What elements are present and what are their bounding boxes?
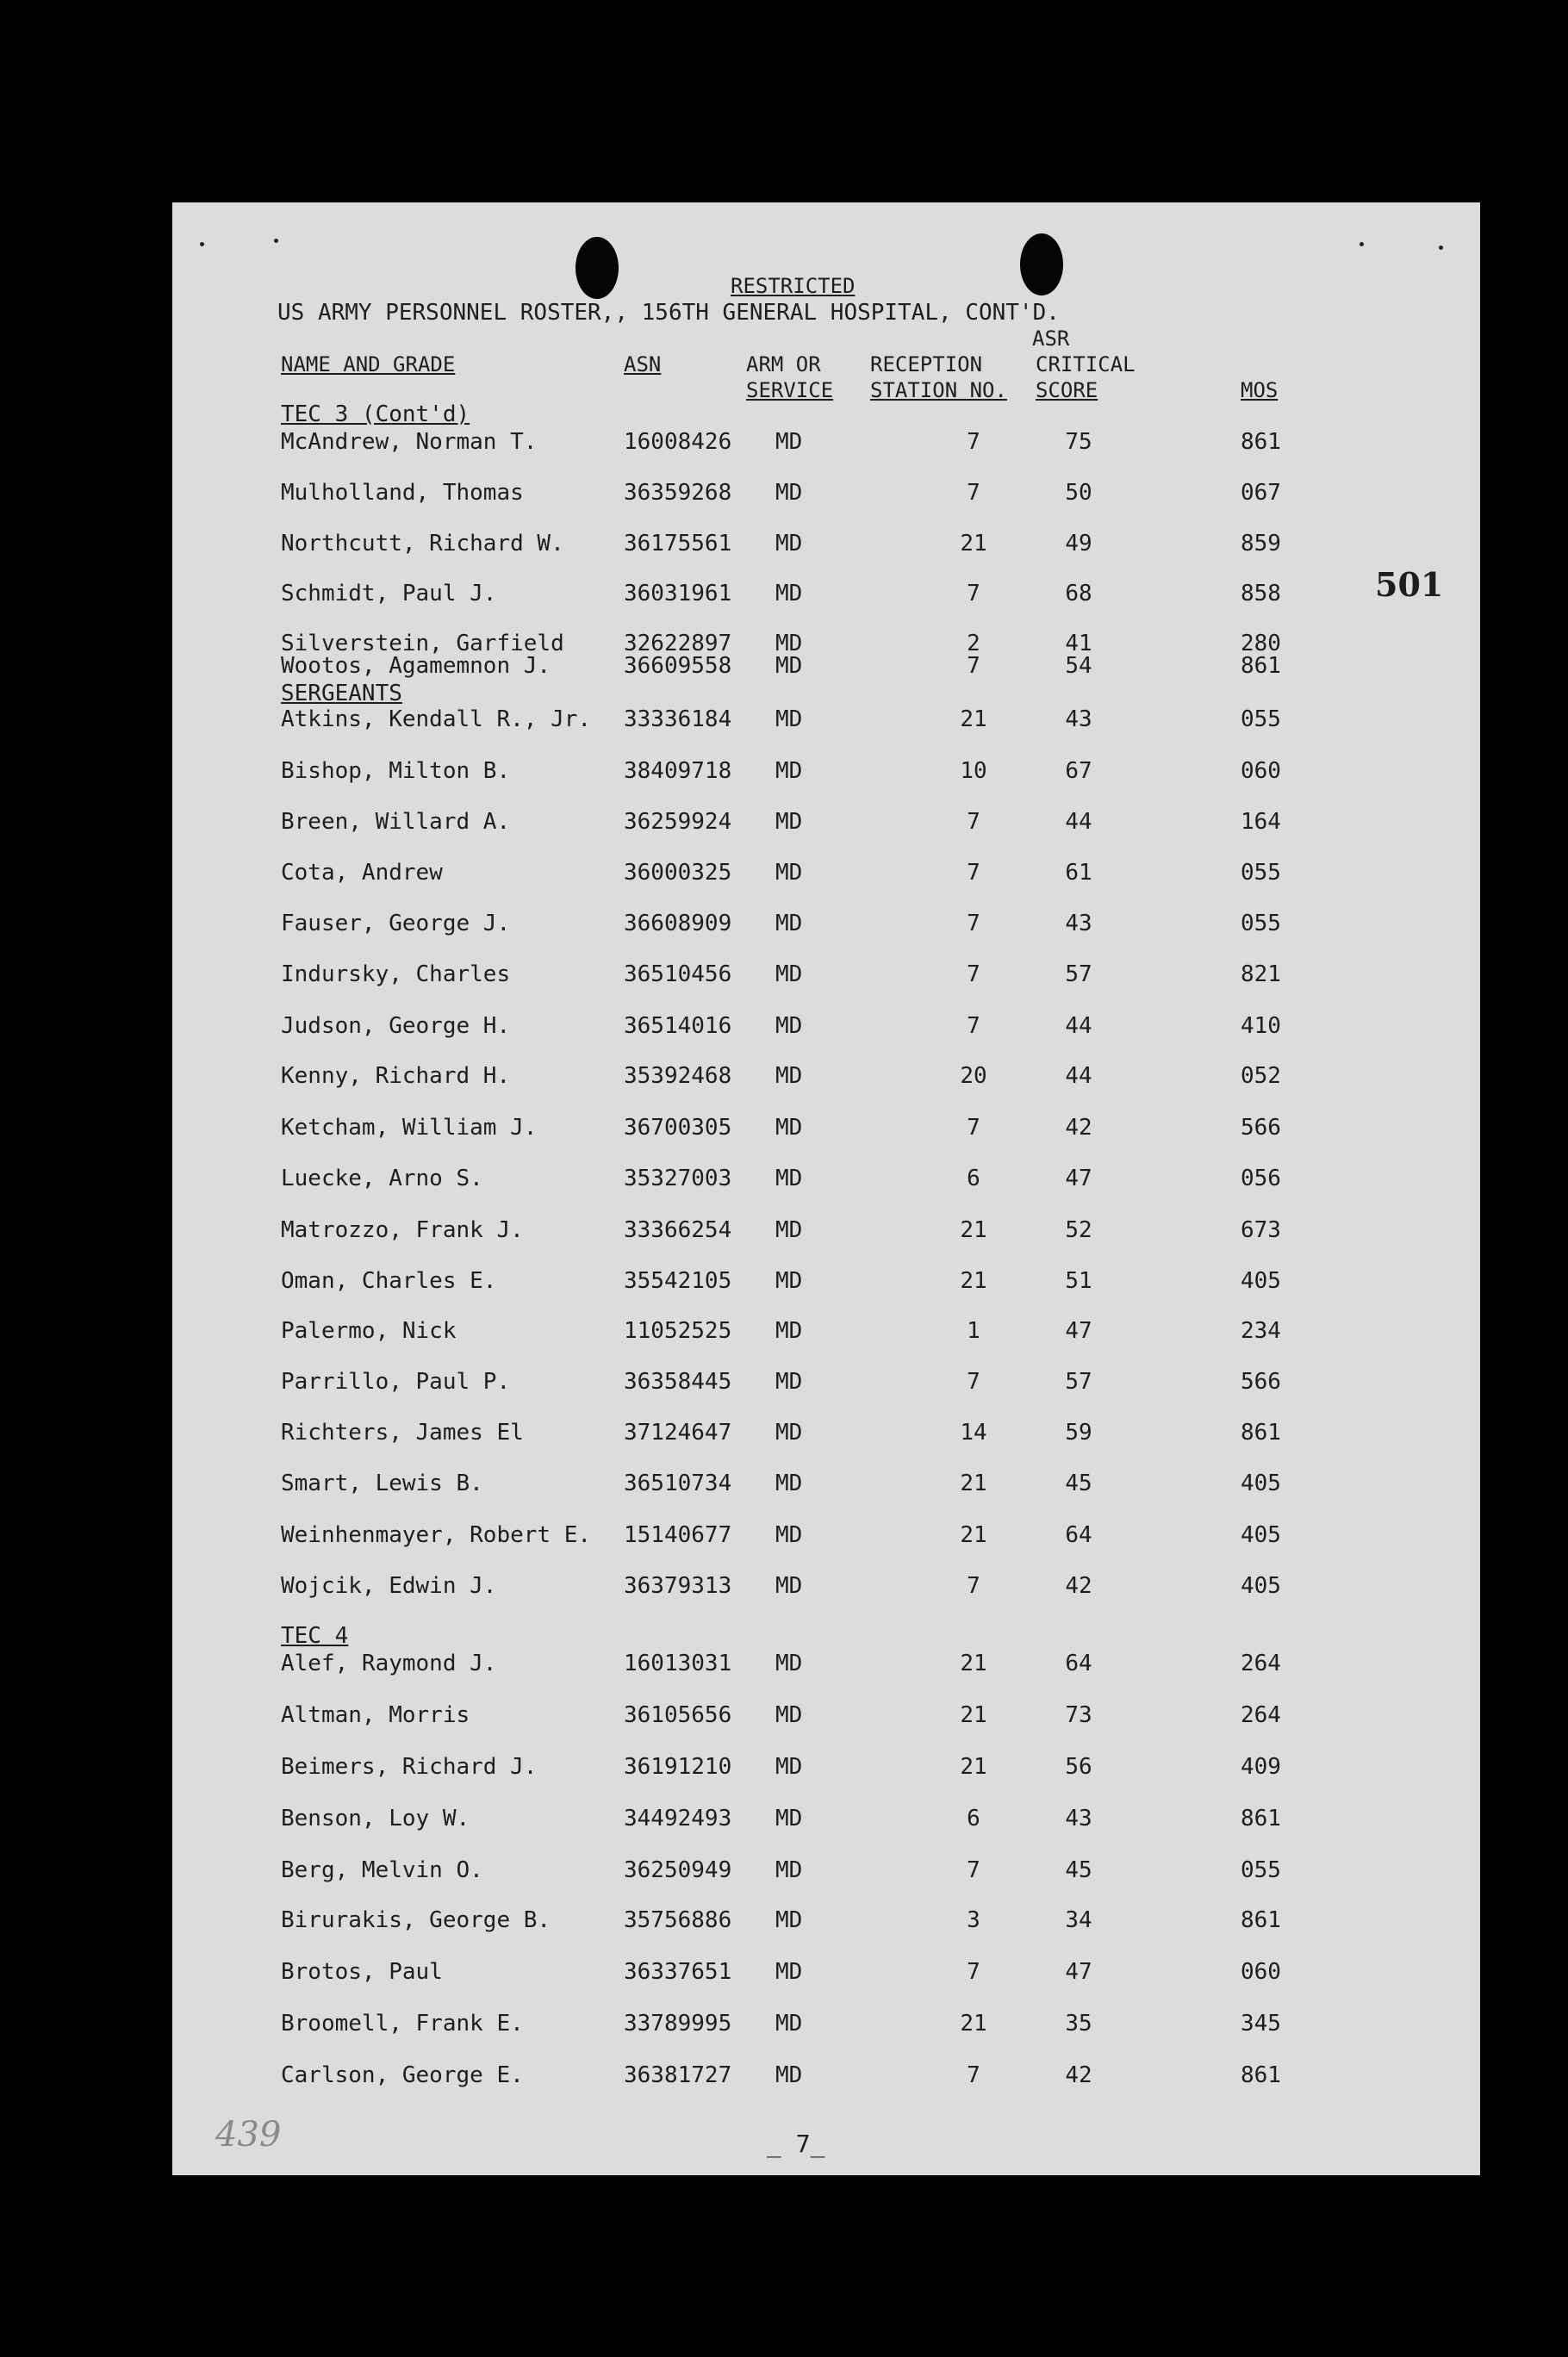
table-row bbox=[0, 429, 1568, 460]
cell-name: Judson, George H. bbox=[281, 1013, 511, 1039]
cell-asn: 36191210 bbox=[624, 1754, 732, 1780]
cell-score: 42 bbox=[1065, 1573, 1092, 1599]
cell-arm: MD bbox=[775, 1702, 803, 1728]
table-row bbox=[0, 911, 1568, 942]
cell-name: Richters, James El bbox=[281, 1420, 524, 1446]
cell-mos: 055 bbox=[1241, 911, 1281, 936]
cell-mos: 861 bbox=[1241, 429, 1281, 455]
cell-mos: 821 bbox=[1241, 961, 1281, 987]
cell-score: 42 bbox=[1065, 2062, 1092, 2088]
cell-name: Indursky, Charles bbox=[281, 961, 511, 987]
cell-score: 57 bbox=[1065, 1369, 1092, 1395]
cell-score: 64 bbox=[1065, 1651, 1092, 1676]
cell-reception: 20 bbox=[960, 1063, 987, 1089]
cell-reception: 7 bbox=[967, 2062, 980, 2088]
cell-arm: MD bbox=[775, 1318, 803, 1344]
cell-arm: MD bbox=[775, 1369, 803, 1395]
cell-asn: 36514016 bbox=[624, 1013, 732, 1039]
cell-mos: 858 bbox=[1241, 581, 1281, 606]
cell-score: 47 bbox=[1065, 1959, 1092, 1985]
cell-arm: MD bbox=[775, 480, 803, 506]
cell-reception: 7 bbox=[967, 961, 980, 987]
cell-score: 68 bbox=[1065, 581, 1092, 606]
cell-mos: 164 bbox=[1241, 809, 1281, 835]
cell-asn: 36700305 bbox=[624, 1115, 732, 1141]
cell-name: Bishop, Milton B. bbox=[281, 758, 511, 784]
cell-reception: 21 bbox=[960, 1522, 987, 1548]
cell-arm: MD bbox=[775, 961, 803, 987]
table-row bbox=[0, 1369, 1568, 1400]
col-header-rec-2: STATION NO. bbox=[870, 378, 1007, 402]
table-row bbox=[0, 1217, 1568, 1248]
table-row bbox=[0, 706, 1568, 737]
cell-asn: 36381727 bbox=[624, 2062, 732, 2088]
section-heading-sergeants: SERGEANTS bbox=[281, 681, 402, 706]
cell-mos: 861 bbox=[1241, 2062, 1281, 2088]
table-row bbox=[0, 1166, 1568, 1197]
cell-name: Parrillo, Paul P. bbox=[281, 1369, 511, 1395]
cell-name: Breen, Willard A. bbox=[281, 809, 511, 835]
table-row bbox=[0, 1318, 1568, 1349]
cell-arm: MD bbox=[775, 1013, 803, 1039]
cell-asn: 36359268 bbox=[624, 480, 732, 506]
table-row bbox=[0, 1573, 1568, 1604]
cell-name: Beimers, Richard J. bbox=[281, 1754, 538, 1780]
cell-name: Schmidt, Paul J. bbox=[281, 581, 497, 606]
cell-asn: 11052525 bbox=[624, 1318, 732, 1344]
cell-arm: MD bbox=[775, 631, 803, 656]
cell-reception: 7 bbox=[967, 1573, 980, 1599]
cell-reception: 7 bbox=[967, 860, 980, 886]
cell-asn: 36000325 bbox=[624, 860, 732, 886]
cell-score: 51 bbox=[1065, 1268, 1092, 1294]
paper-speck bbox=[1360, 242, 1364, 246]
cell-mos: 067 bbox=[1241, 480, 1281, 506]
cell-reception: 10 bbox=[960, 758, 987, 784]
cell-arm: MD bbox=[775, 1217, 803, 1243]
cell-reception: 14 bbox=[960, 1420, 987, 1446]
cell-name: Cota, Andrew bbox=[281, 860, 443, 886]
cell-name: McAndrew, Norman T. bbox=[281, 429, 538, 455]
table-row bbox=[0, 961, 1568, 992]
table-row bbox=[0, 1420, 1568, 1451]
cell-name: Kenny, Richard H. bbox=[281, 1063, 511, 1089]
cell-reception: 7 bbox=[967, 1369, 980, 1395]
cell-reception: 21 bbox=[960, 706, 987, 732]
cell-mos: 055 bbox=[1241, 860, 1281, 886]
cell-arm: MD bbox=[775, 1522, 803, 1548]
cell-reception: 21 bbox=[960, 1754, 987, 1780]
table-row bbox=[0, 1907, 1568, 1938]
table-row bbox=[0, 1857, 1568, 1888]
cell-name: Benson, Loy W. bbox=[281, 1806, 470, 1831]
cell-mos: 409 bbox=[1241, 1754, 1281, 1780]
cell-arm: MD bbox=[775, 1907, 803, 1933]
cell-name: Wootos, Agamemnon J. bbox=[281, 653, 551, 679]
cell-reception: 2 bbox=[967, 631, 980, 656]
cell-score: 45 bbox=[1065, 1471, 1092, 1496]
cell-asn: 16008426 bbox=[624, 429, 732, 455]
cell-mos: 345 bbox=[1241, 2011, 1281, 2037]
cell-asn: 16013031 bbox=[624, 1651, 732, 1676]
cell-asn: 36379313 bbox=[624, 1573, 732, 1599]
cell-reception: 7 bbox=[967, 1857, 980, 1883]
cell-mos: 410 bbox=[1241, 1013, 1281, 1039]
cell-arm: MD bbox=[775, 1651, 803, 1676]
cell-mos: 861 bbox=[1241, 653, 1281, 679]
cell-arm: MD bbox=[775, 911, 803, 936]
cell-name: Berg, Melvin O. bbox=[281, 1857, 483, 1883]
table-row bbox=[0, 1702, 1568, 1733]
table-row bbox=[0, 1013, 1568, 1044]
cell-arm: MD bbox=[775, 1268, 803, 1294]
cell-arm: MD bbox=[775, 1471, 803, 1496]
cell-reception: 3 bbox=[967, 1907, 980, 1933]
table-row bbox=[0, 860, 1568, 891]
cell-name: Smart, Lewis B. bbox=[281, 1471, 483, 1496]
cell-mos: 056 bbox=[1241, 1166, 1281, 1191]
cell-score: 59 bbox=[1065, 1420, 1092, 1446]
page-stamp-number: 501 bbox=[1375, 565, 1444, 604]
cell-mos: 280 bbox=[1241, 631, 1281, 656]
punch-hole-left bbox=[576, 237, 619, 299]
cell-score: 61 bbox=[1065, 860, 1092, 886]
cell-asn: 35392468 bbox=[624, 1063, 732, 1089]
cell-score: 45 bbox=[1065, 1857, 1092, 1883]
table-row bbox=[0, 809, 1568, 840]
cell-reception: 6 bbox=[967, 1806, 980, 1831]
cell-arm: MD bbox=[775, 531, 803, 557]
cell-asn: 36031961 bbox=[624, 581, 732, 606]
col-header-name: NAME AND GRADE bbox=[281, 352, 456, 376]
cell-arm: MD bbox=[775, 429, 803, 455]
cell-name: Northcutt, Richard W. bbox=[281, 531, 564, 557]
cell-name: Fauser, George J. bbox=[281, 911, 511, 936]
cell-arm: MD bbox=[775, 758, 803, 784]
cell-score: 49 bbox=[1065, 531, 1092, 557]
cell-score: 73 bbox=[1065, 1702, 1092, 1728]
cell-score: 64 bbox=[1065, 1522, 1092, 1548]
cell-arm: MD bbox=[775, 1420, 803, 1446]
cell-mos: 264 bbox=[1241, 1702, 1281, 1728]
cell-mos: 052 bbox=[1241, 1063, 1281, 1089]
cell-arm: MD bbox=[775, 1063, 803, 1089]
cell-score: 44 bbox=[1065, 809, 1092, 835]
cell-mos: 673 bbox=[1241, 1217, 1281, 1243]
punch-hole-right bbox=[1020, 233, 1063, 295]
cell-score: 34 bbox=[1065, 1907, 1092, 1933]
cell-score: 54 bbox=[1065, 653, 1092, 679]
cell-mos: 566 bbox=[1241, 1115, 1281, 1141]
cell-mos: 055 bbox=[1241, 706, 1281, 732]
cell-asn: 36175561 bbox=[624, 531, 732, 557]
col-header-rec-1: RECEPTION bbox=[870, 352, 983, 376]
cell-mos: 861 bbox=[1241, 1806, 1281, 1831]
cell-reception: 21 bbox=[960, 2011, 987, 2037]
cell-name: Alef, Raymond J. bbox=[281, 1651, 497, 1676]
cell-name: Brotos, Paul bbox=[281, 1959, 443, 1985]
cell-name: Wojcik, Edwin J. bbox=[281, 1573, 497, 1599]
cell-asn: 33789995 bbox=[624, 2011, 732, 2037]
table-row bbox=[0, 2062, 1568, 2093]
cell-asn: 34492493 bbox=[624, 1806, 732, 1831]
cell-name: Oman, Charles E. bbox=[281, 1268, 497, 1294]
section-heading-tec4: TEC 4 bbox=[281, 1623, 349, 1649]
col-header-asr-3: SCORE bbox=[1036, 378, 1098, 402]
paper-speck bbox=[274, 239, 278, 243]
cell-reception: 7 bbox=[967, 429, 980, 455]
col-header-arm-2: SERVICE bbox=[746, 378, 834, 402]
cell-mos: 060 bbox=[1241, 758, 1281, 784]
col-header-mos: MOS bbox=[1241, 378, 1279, 402]
cell-arm: MD bbox=[775, 1573, 803, 1599]
cell-asn: 36358445 bbox=[624, 1369, 732, 1395]
cell-reception: 21 bbox=[960, 1217, 987, 1243]
cell-reception: 7 bbox=[967, 1115, 980, 1141]
table-row bbox=[0, 1115, 1568, 1146]
table-row bbox=[0, 581, 1568, 612]
cell-mos: 861 bbox=[1241, 1420, 1281, 1446]
table-row bbox=[0, 1959, 1568, 1990]
col-header-arm-1: ARM OR bbox=[746, 352, 821, 376]
table-row bbox=[0, 1754, 1568, 1785]
table-row bbox=[0, 1063, 1568, 1094]
table-row bbox=[0, 1522, 1568, 1553]
document-title: US ARMY PERSONNEL ROSTER,, 156TH GENERAL HOSPITAL, CONT'D. bbox=[277, 300, 1060, 326]
cell-score: 47 bbox=[1065, 1166, 1092, 1191]
cell-arm: MD bbox=[775, 860, 803, 886]
cell-mos: 060 bbox=[1241, 1959, 1281, 1985]
handwritten-note: 439 bbox=[215, 2115, 282, 2155]
cell-asn: 36510456 bbox=[624, 961, 732, 987]
cell-score: 41 bbox=[1065, 631, 1092, 656]
cell-reception: 7 bbox=[967, 1013, 980, 1039]
table-row bbox=[0, 1651, 1568, 1682]
col-header-asn: ASN bbox=[624, 352, 662, 376]
cell-name: Ketcham, William J. bbox=[281, 1115, 538, 1141]
cell-reception: 21 bbox=[960, 1471, 987, 1496]
cell-reception: 7 bbox=[967, 809, 980, 835]
cell-asn: 38409718 bbox=[624, 758, 732, 784]
cell-name: Palermo, Nick bbox=[281, 1318, 457, 1344]
table-row bbox=[0, 531, 1568, 562]
cell-score: 67 bbox=[1065, 758, 1092, 784]
cell-name: Birurakis, George B. bbox=[281, 1907, 551, 1933]
cell-arm: MD bbox=[775, 1806, 803, 1831]
cell-asn: 37124647 bbox=[624, 1420, 732, 1446]
table-row bbox=[0, 1806, 1568, 1837]
cell-arm: MD bbox=[775, 2062, 803, 2088]
cell-name: Altman, Morris bbox=[281, 1702, 470, 1728]
cell-asn: 15140677 bbox=[624, 1522, 732, 1548]
cell-arm: MD bbox=[775, 653, 803, 679]
table-row bbox=[0, 1471, 1568, 1502]
cell-score: 47 bbox=[1065, 1318, 1092, 1344]
cell-score: 43 bbox=[1065, 1806, 1092, 1831]
cell-arm: MD bbox=[775, 2011, 803, 2037]
cell-reception: 7 bbox=[967, 653, 980, 679]
cell-mos: 405 bbox=[1241, 1471, 1281, 1496]
cell-mos: 861 bbox=[1241, 1907, 1281, 1933]
paper-speck bbox=[1439, 246, 1443, 250]
cell-mos: 405 bbox=[1241, 1268, 1281, 1294]
cell-asn: 33366254 bbox=[624, 1217, 732, 1243]
cell-mos: 264 bbox=[1241, 1651, 1281, 1676]
cell-asn: 35327003 bbox=[624, 1166, 732, 1191]
cell-asn: 36609558 bbox=[624, 653, 732, 679]
table-row bbox=[0, 2011, 1568, 2042]
cell-mos: 566 bbox=[1241, 1369, 1281, 1395]
cell-reception: 21 bbox=[960, 1702, 987, 1728]
cell-arm: MD bbox=[775, 706, 803, 732]
cell-mos: 405 bbox=[1241, 1573, 1281, 1599]
cell-arm: MD bbox=[775, 1857, 803, 1883]
cell-reception: 7 bbox=[967, 1959, 980, 1985]
cell-reception: 7 bbox=[967, 911, 980, 936]
table-row bbox=[0, 480, 1568, 511]
cell-score: 56 bbox=[1065, 1754, 1092, 1780]
cell-asn: 36510734 bbox=[624, 1471, 732, 1496]
cell-reception: 1 bbox=[967, 1318, 980, 1344]
cell-asn: 36259924 bbox=[624, 809, 732, 835]
col-header-asr-2: CRITICAL bbox=[1036, 352, 1136, 376]
cell-name: Weinhenmayer, Robert E. bbox=[281, 1522, 592, 1548]
cell-score: 42 bbox=[1065, 1115, 1092, 1141]
cell-name: Atkins, Kendall R., Jr. bbox=[281, 706, 592, 732]
cell-score: 52 bbox=[1065, 1217, 1092, 1243]
cell-name: Broomell, Frank E. bbox=[281, 2011, 524, 2037]
cell-score: 43 bbox=[1065, 911, 1092, 936]
col-header-asr-1: ASR bbox=[1032, 326, 1070, 351]
cell-asn: 36250949 bbox=[624, 1857, 732, 1883]
cell-mos: 859 bbox=[1241, 531, 1281, 557]
cell-asn: 35756886 bbox=[624, 1907, 732, 1933]
table-row bbox=[0, 1268, 1568, 1299]
cell-asn: 36608909 bbox=[624, 911, 732, 936]
cell-arm: MD bbox=[775, 581, 803, 606]
cell-score: 57 bbox=[1065, 961, 1092, 987]
table-row bbox=[0, 758, 1568, 789]
cell-asn: 36337651 bbox=[624, 1959, 732, 1985]
cell-arm: MD bbox=[775, 1754, 803, 1780]
cell-reception: 21 bbox=[960, 1268, 987, 1294]
cell-score: 50 bbox=[1065, 480, 1092, 506]
cell-arm: MD bbox=[775, 1115, 803, 1141]
page-number: _ 7_ bbox=[767, 2130, 825, 2158]
cell-score: 75 bbox=[1065, 429, 1092, 455]
cell-score: 35 bbox=[1065, 2011, 1092, 2037]
cell-arm: MD bbox=[775, 809, 803, 835]
cell-mos: 405 bbox=[1241, 1522, 1281, 1548]
cell-reception: 21 bbox=[960, 531, 987, 557]
cell-name: Mulholland, Thomas bbox=[281, 480, 524, 506]
section-heading-tec3: TEC 3 (Cont'd) bbox=[281, 401, 470, 427]
cell-name: Carlson, George E. bbox=[281, 2062, 524, 2088]
cell-reception: 21 bbox=[960, 1651, 987, 1676]
cell-reception: 6 bbox=[967, 1166, 980, 1191]
cell-arm: MD bbox=[775, 1959, 803, 1985]
cell-name: Luecke, Arno S. bbox=[281, 1166, 483, 1191]
cell-arm: MD bbox=[775, 1166, 803, 1191]
cell-reception: 7 bbox=[967, 581, 980, 606]
cell-mos: 234 bbox=[1241, 1318, 1281, 1344]
cell-score: 44 bbox=[1065, 1013, 1092, 1039]
cell-asn: 33336184 bbox=[624, 706, 732, 732]
cell-asn: 32622897 bbox=[624, 631, 732, 656]
table-row bbox=[0, 653, 1568, 684]
cell-asn: 35542105 bbox=[624, 1268, 732, 1294]
classification-label: RESTRICTED bbox=[731, 274, 856, 298]
cell-score: 44 bbox=[1065, 1063, 1092, 1089]
cell-asn: 36105656 bbox=[624, 1702, 732, 1728]
cell-score: 43 bbox=[1065, 706, 1092, 732]
cell-reception: 7 bbox=[967, 480, 980, 506]
cell-mos: 055 bbox=[1241, 1857, 1281, 1883]
paper-speck bbox=[200, 242, 204, 246]
cell-name: Silverstein, Garfield bbox=[281, 631, 564, 656]
cell-name: Matrozzo, Frank J. bbox=[281, 1217, 524, 1243]
